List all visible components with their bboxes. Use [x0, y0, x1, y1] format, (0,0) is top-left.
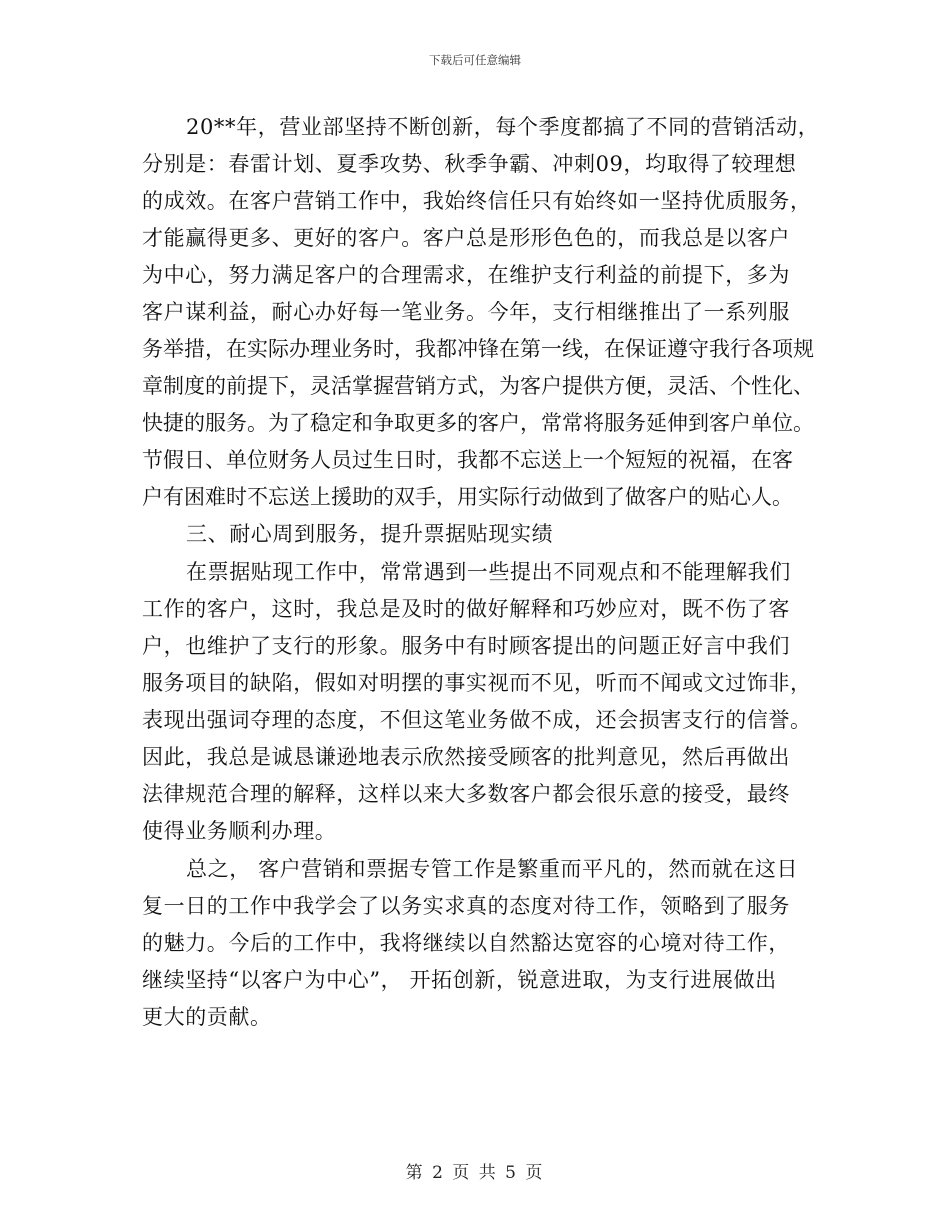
paragraph-line: 继续坚持“以客户为中心”， 开拓创新，锐意进取，为支行进展做出	[142, 968, 777, 992]
paragraph-line: 因此，我总是诚恳谦逊地表示欣然接受顾客的批判意见，然后再做出	[142, 745, 790, 769]
section-heading: 三、耐心周到服务，提升票据贴现实绩	[186, 522, 554, 546]
paragraph-line: 更大的贡献。	[142, 1005, 272, 1029]
page-number-footer: 第 2 页 共 5 页	[405, 1163, 545, 1183]
paragraph-line: 的成效。在客户营销工作中，我始终信任只有始终如一坚持优质服务，	[142, 189, 812, 213]
paragraph-line: 表现出强词夺理的态度，不但这笔业务做不成，还会损害支行的信誉。	[142, 708, 812, 732]
paragraph-line: 复一日的工作中我学会了以务实求真的态度对待工作，领略到了服务	[142, 894, 790, 918]
paragraph-line: 才能赢得更多、更好的客户。客户总是形形色色的，而我总是以客户	[142, 226, 790, 250]
paragraph-line: 在票据贴现工作中，常常遇到一些提出不同观点和不能理解我们	[186, 560, 791, 584]
paragraph-line: 20**年，营业部坚持不断创新，每个季度都搞了不同的营销活动，	[186, 115, 820, 139]
paragraph-line: 章制度的前提下，灵活掌握营销方式，为客户提供方便，灵活、个性化、	[142, 374, 814, 398]
paragraph-line: 快捷的服务。为了稳定和争取更多的客户，常常将服务延伸到客户单位。	[142, 411, 814, 435]
paragraph-line: 节假日、单位财务人员过生日时，我都不忘送上一个短短的祝福，在客	[142, 448, 793, 472]
paragraph-line: 户有困难时不忘送上援助的双手，用实际行动做到了做客户的贴心人。	[142, 485, 793, 509]
paragraph-line: 总之， 客户营销和票据专管工作是繁重而平凡的，然而就在这日	[186, 857, 799, 881]
paragraph-line: 服务项目的缺陷，假如对明摆的事实视而不见，听而不闻或文过饰非，	[142, 671, 812, 695]
page-header: 下载后可任意编辑	[429, 53, 521, 67]
paragraph-line: 使得业务顺利办理。	[142, 819, 337, 843]
paragraph-line: 客户谋利益，耐心办好每一笔业务。今年，支行相继推出了一系列服	[142, 300, 790, 324]
paragraph-line: 的魅力。今后的工作中，我将继续以自然豁达宽容的心境对待工作，	[142, 931, 790, 955]
paragraph-line: 法律规范合理的解释，这样以来大多数客户都会很乐意的接受，最终	[142, 782, 790, 806]
paragraph-line: 工作的客户，这时，我总是及时的做好解释和巧妙应对，既不伤了客	[142, 597, 790, 621]
paragraph-line: 户，也维护了支行的形象。服务中有时顾客提出的问题正好言中我们	[142, 634, 790, 658]
paragraph-line: 为中心，努力满足客户的合理需求，在维护支行利益的前提下，多为	[142, 263, 790, 287]
paragraph-line: 分别是：春雷计划、夏季攻势、秋季争霸、冲刺09，均取得了较理想	[142, 152, 797, 176]
paragraph-line: 务举措，在实际办理业务时，我都冲锋在第一线，在保证遵守我行各项规	[142, 337, 814, 361]
